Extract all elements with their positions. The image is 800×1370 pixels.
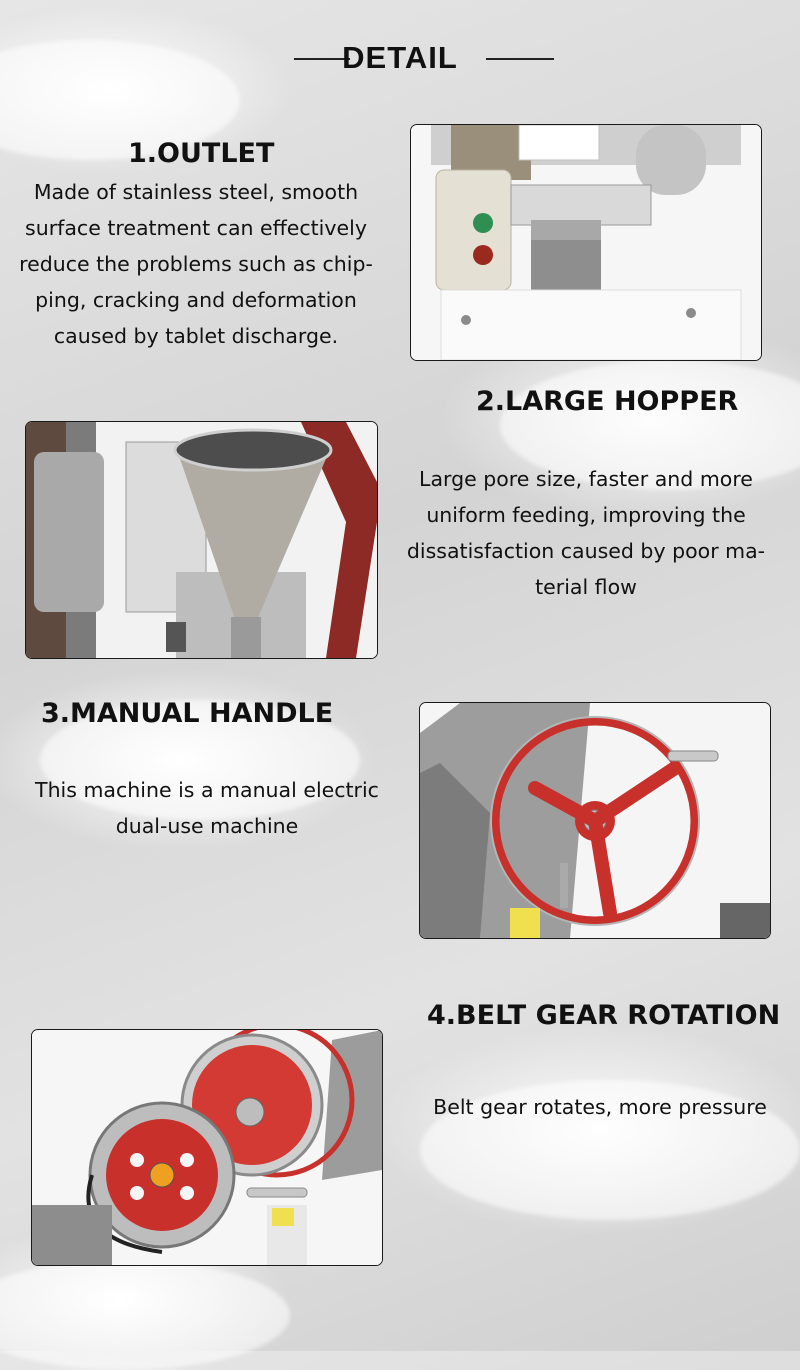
page-title: DETAIL [342, 40, 458, 75]
section-desc-manual-handle [12, 772, 402, 844]
desc-line: This machine is a manual electric [35, 778, 379, 802]
hopper-photo [25, 421, 378, 659]
section-title-hopper: 2.LARGE HOPPER [476, 386, 739, 417]
section-title-belt-gear: 4.BELT GEAR ROTATION [427, 1000, 781, 1031]
desc-line: Large pore size, faster and more [419, 467, 753, 491]
background-tablet [0, 1260, 290, 1370]
belt-gear-photo [31, 1029, 383, 1266]
outlet-photo [410, 124, 762, 361]
handwheel-photo [419, 702, 771, 939]
section-desc-belt-gear [420, 1089, 780, 1125]
desc-line: ping, cracking and deformation [35, 288, 357, 312]
section-desc-outlet [0, 174, 392, 354]
desc-line: reduce the problems such as chip- [19, 252, 373, 276]
desc-line: Belt gear rotates, more pressure [433, 1095, 767, 1119]
desc-line: dual-use machine [115, 814, 299, 838]
section-title-outlet: 1.OUTLET [128, 138, 275, 169]
desc-line: dissatisfaction caused by poor ma- [406, 539, 766, 563]
detail-header [0, 36, 800, 84]
header-right-rule [486, 58, 554, 60]
desc-line: surface treatment can effectively [25, 216, 367, 240]
section-title-manual-handle: 3.MANUAL HANDLE [41, 698, 334, 729]
desc-line: Made of stainless steel, smooth [33, 180, 359, 204]
desc-line: terial flow [535, 575, 637, 599]
desc-line: caused by tablet discharge. [53, 324, 339, 348]
desc-line: uniform feeding, improving the [426, 503, 746, 527]
section-desc-hopper [394, 461, 778, 605]
